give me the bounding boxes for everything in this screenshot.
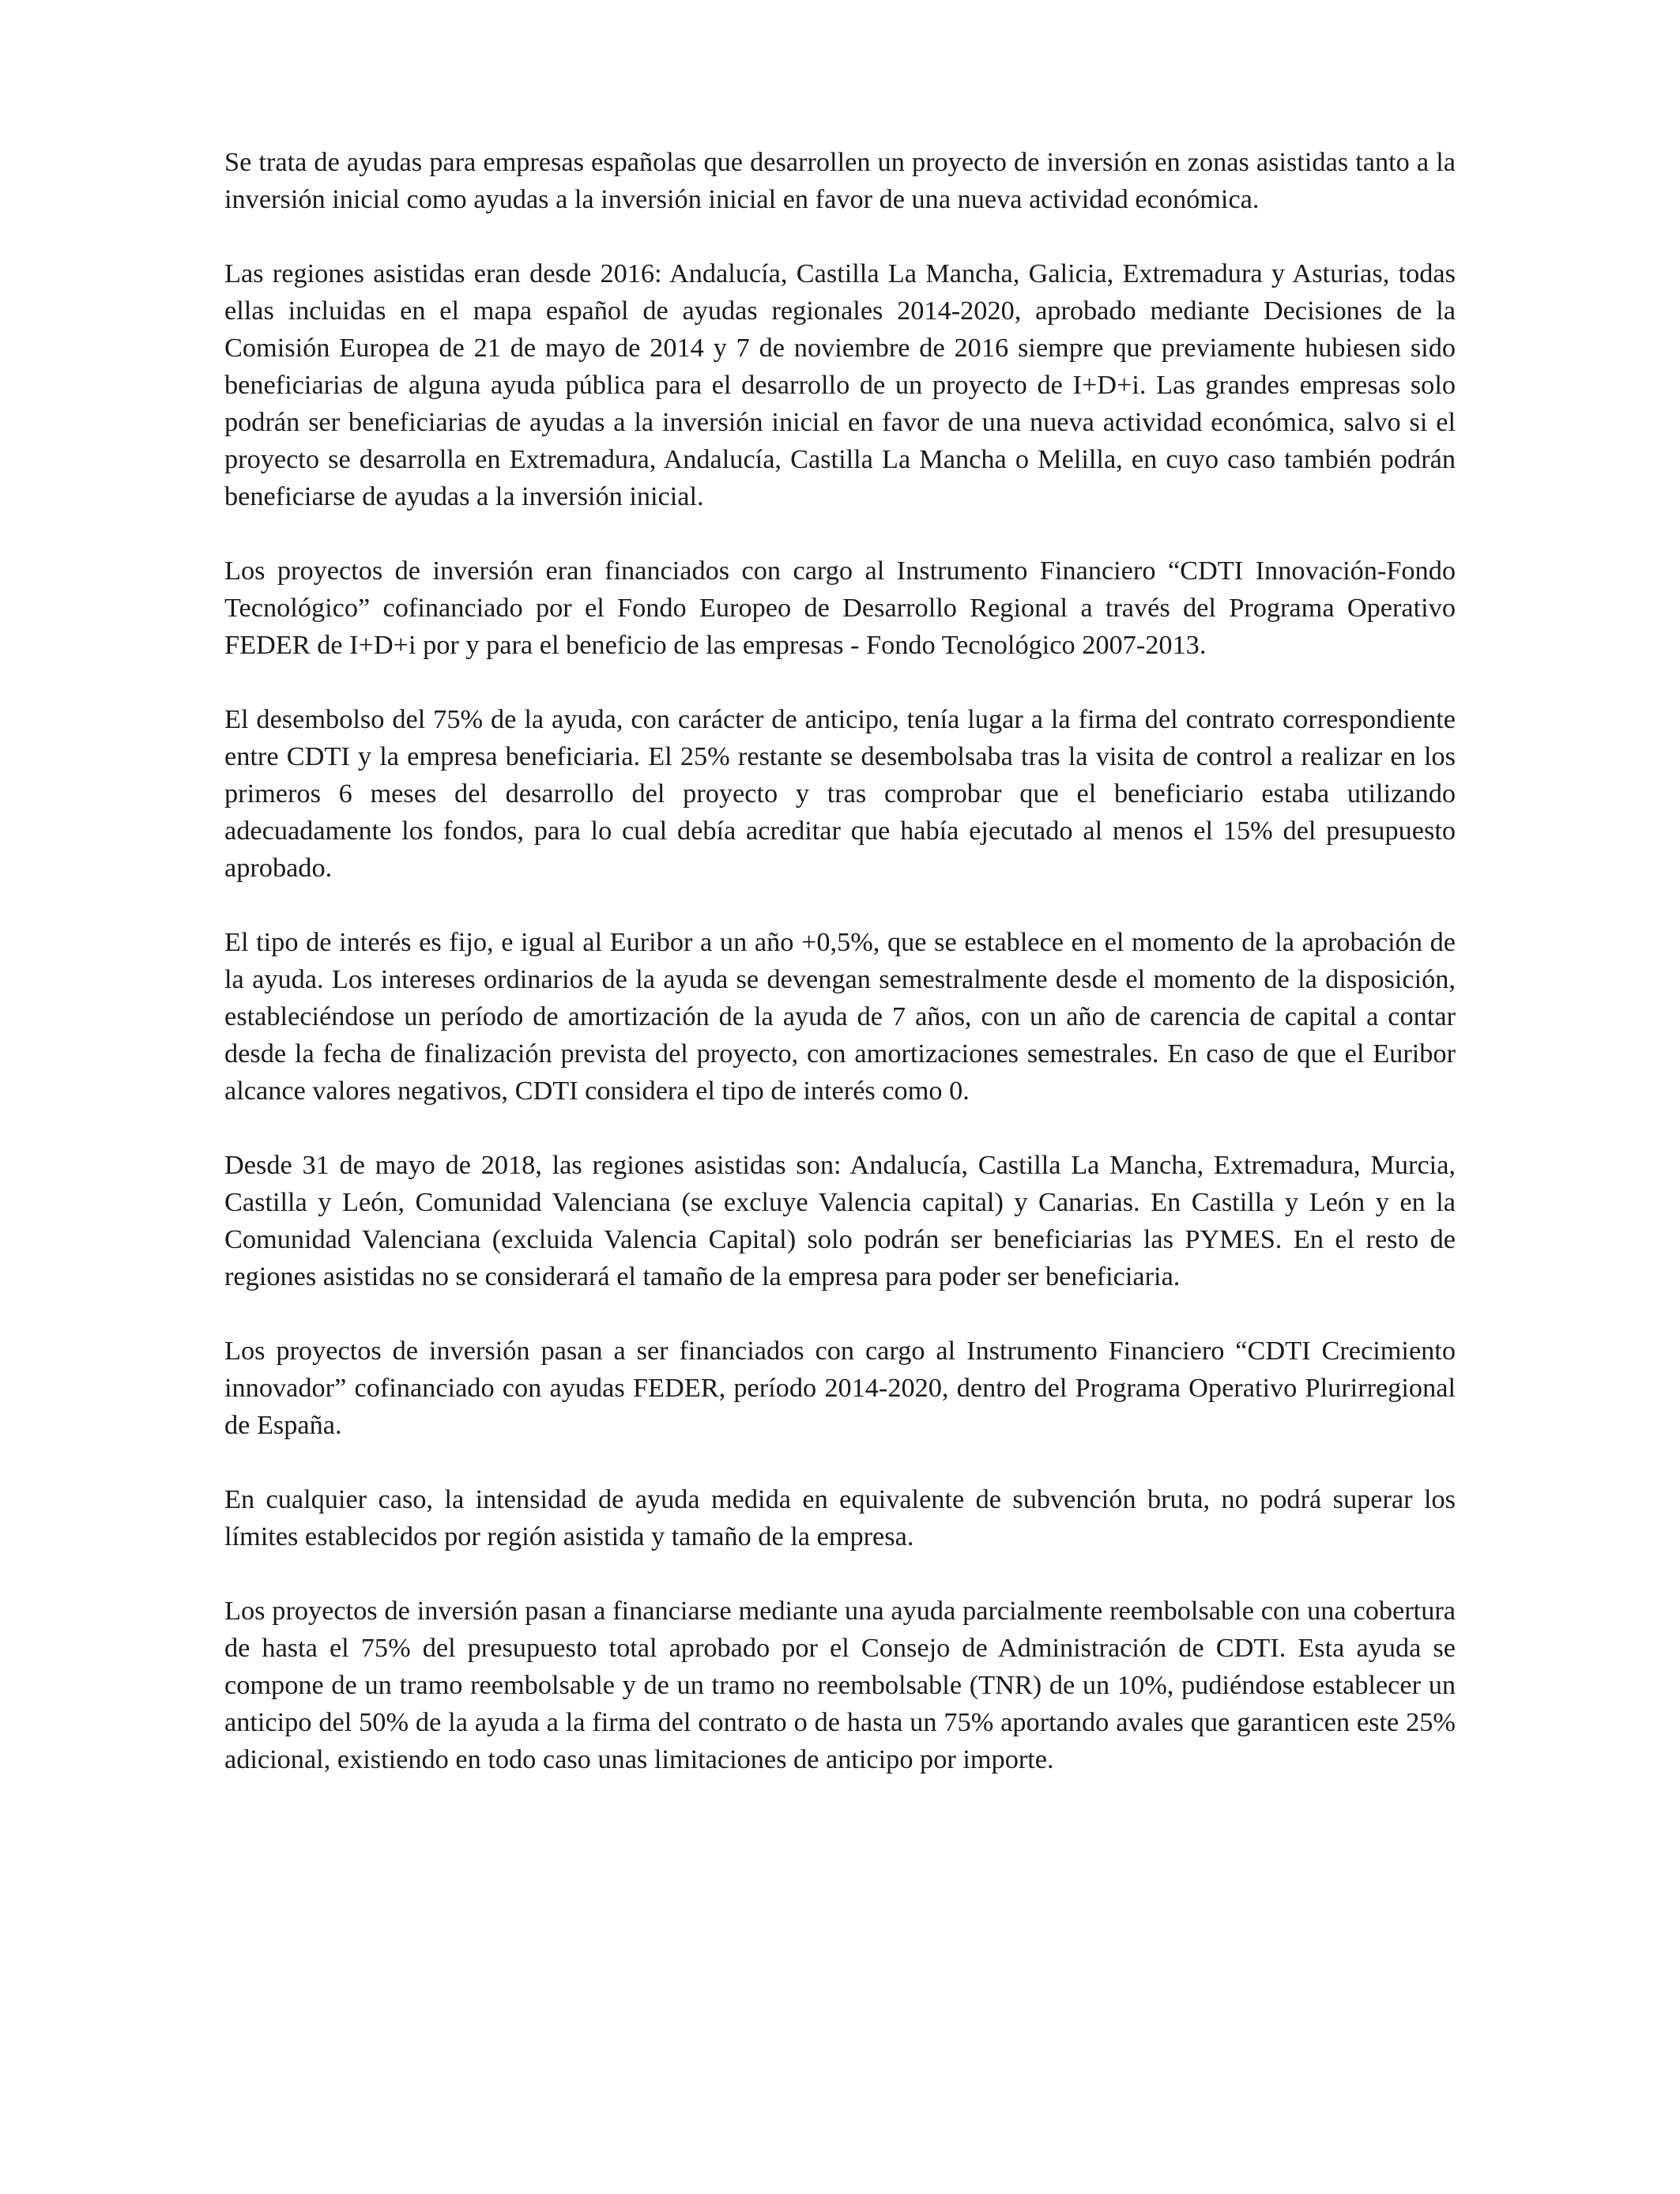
paragraph-regiones-2018: Desde 31 de mayo de 2018, las regiones asistidas son: Andalucía, Castilla La Mancha, Extremadura, Murcia, Castilla y León, Comunidad Valenciana (se excluye Valencia capital) y Canarias. En Castilla y León y en la Comunidad Valenciana (excluida Valencia Capital) solo podrán ser beneficiarias las PYMES. En el resto de regiones asistidas no se considerará el tamaño de la empresa para poder ser beneficiaria. <box>224 1150 1456 1291</box>
paragraph-crecimiento-innovador: Los proyectos de inversión pasan a ser financiados con cargo al Instrumento Financiero “CDTI Crecimiento innovador” cofinanciado con ayudas FEDER, período 2014-2020, dentro del Programa Operativo Plurirregional de España. <box>224 1336 1456 1440</box>
paragraph-regiones-2016: Las regiones asistidas eran desde 2016: Andalucía, Castilla La Mancha, Galicia, Extremadura y Asturias, todas ellas incluidas en el mapa español de ayudas regionales 2014-2020, aprobado mediante Decisiones de la Comisión Europea de 21 de mayo de 2014 y 7 de noviembre de 2016 siempre que previamente hubiesen sido beneficiarias de alguna ayuda pública para el desarrollo de un proyecto de I+D+i. Las grandes empresas solo podrán ser beneficiarias de ayudas a la inversión inicial en favor de una nueva actividad económica, salvo si el proyecto se desarrolla en Extremadura, Andalucía, Castilla La Mancha o Melilla, en cuyo caso también podrán beneficiarse de ayudas a la inversión inicial. <box>224 258 1456 511</box>
paragraph-desembolso: El desembolso del 75% de la ayuda, con carácter de anticipo, tenía lugar a la firma del contrato correspondiente entre CDTI y la empresa beneficiaria. El 25% restante se desembolsaba tras la visita de control a realizar en los primeros 6 meses del desarrollo del proyecto y tras comprobar que el beneficiario estaba utilizando adecuadamente los fondos, para lo cual debía acreditar que había ejecutado al menos el 15% del presupuesto aprobado. <box>224 704 1456 883</box>
paragraph-intensidad-ayuda: En cualquier caso, la intensidad de ayuda medida en equivalente de subvención bruta, no podrá superar los límites establecidos por región asistida y tamaño de la empresa. <box>224 1484 1456 1551</box>
paragraph-zonas-asistidas: Se trata de ayudas para empresas españolas que desarrollen un proyecto de inversión en zonas asistidas tanto a la inversión inicial como ayudas a la inversión inicial en favor de una nueva actividad económica. <box>224 147 1456 214</box>
paragraph-tipo-interes: El tipo de interés es fijo, e igual al Euribor a un año +0,5%, que se establece en el momento de la aprobación de la ayuda. Los intereses ordinarios de la ayuda se devengan semestralmente desde el momento de la disposición, estableciéndose un período de amortización de la ayuda de 7 años, con un año de carencia de capital a contar desde la fecha de finalización prevista del proyecto, con amortizaciones semestrales. En caso de que el Euribor alcance valores negativos, CDTI considera el tipo de interés como 0. <box>224 927 1456 1106</box>
paragraph-ayuda-parcialmente-reembolsable: Los proyectos de inversión pasan a financiarse mediante una ayuda parcialmente reembolsable con una cobertura de hasta el 75% del presupuesto total aprobado por el Consejo de Administración de CDTI. Esta ayuda se compone de un tramo reembolsable y de un tramo no reembolsable (TNR) de un 10%, pudiéndose establecer un anticipo del 50% de la ayuda a la firma del contrato o de hasta un 75% aportando avales que garanticen este 25% adicional, existiendo en todo caso unas limitaciones de anticipo por importe. <box>224 1596 1456 1774</box>
paragraph-financiacion-fondo-tecnologico: Los proyectos de inversión eran financiados con cargo al Instrumento Financiero “CDTI Innovación-Fondo Tecnológico” cofinanciado por el Fondo Europeo de Desarrollo Regional a través del Programa Operativo FEDER de I+D+i por y para el beneficio de las empresas - Fondo Tecnológico 2007-2013. <box>224 556 1456 660</box>
document-body <box>224 144 1456 1778</box>
